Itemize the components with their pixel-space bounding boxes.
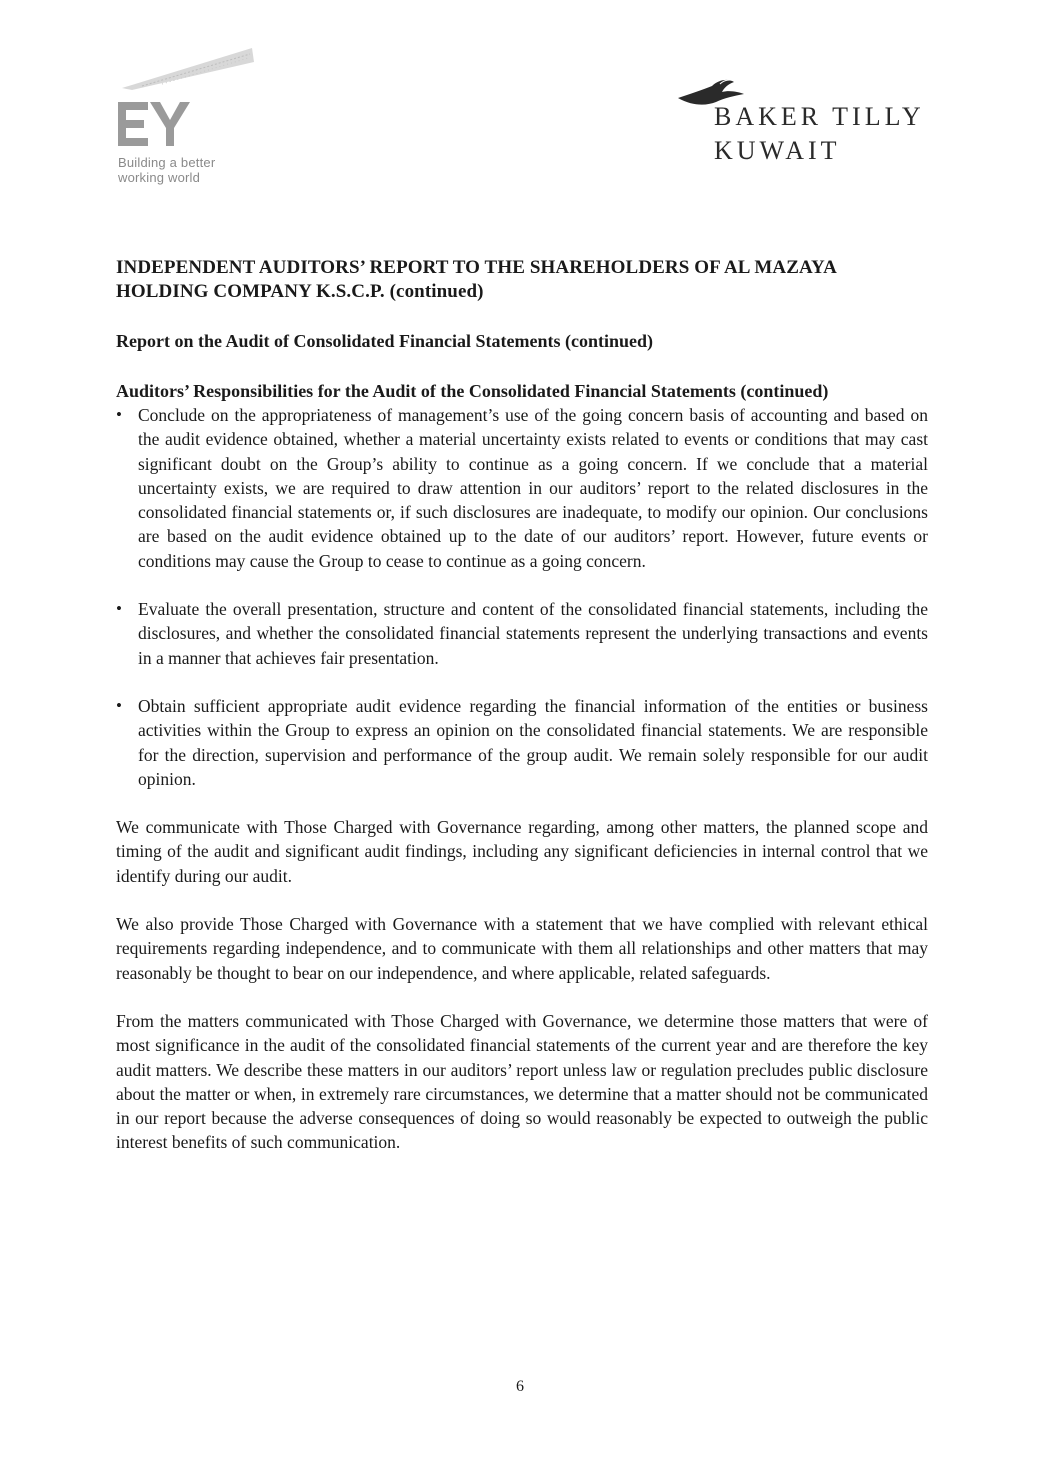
responsibilities-list [116, 403, 928, 791]
report-body [116, 256, 928, 1155]
report-subtitle: Report on the Audit of Consolidated Financial Statements (continued) [116, 331, 654, 351]
baker-tilly-country: KUWAIT [714, 136, 841, 165]
report-title: INDEPENDENT AUDITORS’ REPORT TO THE SHAREHOLDERS OF AL MAZAYA HOLDING COMPANY K.S.C.P. (continued) [116, 257, 836, 302]
baker-tilly-name: BAKER TILLY [714, 102, 925, 131]
paragraph-ethical-statement: We also provide Those Charged with Governance with a statement that we have complied with relevant ethical requirements regarding independence, and to communicate with them all relationships and other matters that may reasonably be thought to bear on our independence, and where applicable, related safeguards. [116, 914, 928, 983]
ey-logo [116, 44, 266, 194]
ey-mark-icon [116, 100, 196, 150]
paragraph-communication: We communicate with Those Charged with Governance regarding, among other matters, the planned scope and timing of the audit and significant audit findings, including any significant deficiencies in internal control that we identify during our audit. [116, 817, 928, 886]
baker-tilly-logo [676, 76, 926, 176]
bullet-presentation: • Evaluate the overall presentation, structure and content of the consolidated financial statements, including the disclosures, and whether the consolidated financial statements represent the underlying transactions and events in a manner that achieves fair presentation. [116, 597, 928, 670]
ey-beam-icon [122, 44, 262, 94]
page-number: 6 [516, 1378, 524, 1395]
bullet-going-concern: • Conclude on the appropriateness of management’s use of the going concern basis of accounting and based on the audit evidence obtained, whether a material uncertainty exists related to events or conditions that may cast significant doubt on the Group’s ability to continue as a going concern. If we conclude that a material uncertainty exists, we are required to draw attention in our auditors’ report to the related disclosures in the consolidated financial statements or, if such disclosures are inadequate, to modify our opinion. Our conclusions are based on the audit evidence obtained up to the date of our auditors’ report. However, future events or conditions may cause the Group to cease to continue as a going concern. [116, 403, 928, 573]
ey-tagline-line2: working world [118, 170, 201, 185]
ey-tagline-line1: Building a better [118, 155, 216, 170]
bullet-audit-evidence: • Obtain sufficient appropriate audit evidence regarding the financial information of the entities or business activities within the Group to express an opinion on the consolidated financial statements. We are responsible for the direction, supervision and performance of the group audit. We remain solely responsible for our audit opinion. [116, 694, 928, 791]
ey-tagline [118, 155, 215, 185]
section-heading: Auditors’ Responsibilities for the Audit of the Consolidated Financial Statements (continued) [116, 381, 829, 401]
paragraph-key-audit-matters: From the matters communicated with Those Charged with Governance, we determine those matters that were of most significance in the audit of the consolidated financial statements of the current year and are therefore the key audit matters. We describe these matters in our auditors’ report unless law or regulation precludes public disclosure about the matter or when, in extremely rare circumstances, we determine that a matter should not be communicated in our report because the adverse consequences of doing so would reasonably be expected to outweigh the public interest benefits of such communication. [116, 1010, 928, 1153]
